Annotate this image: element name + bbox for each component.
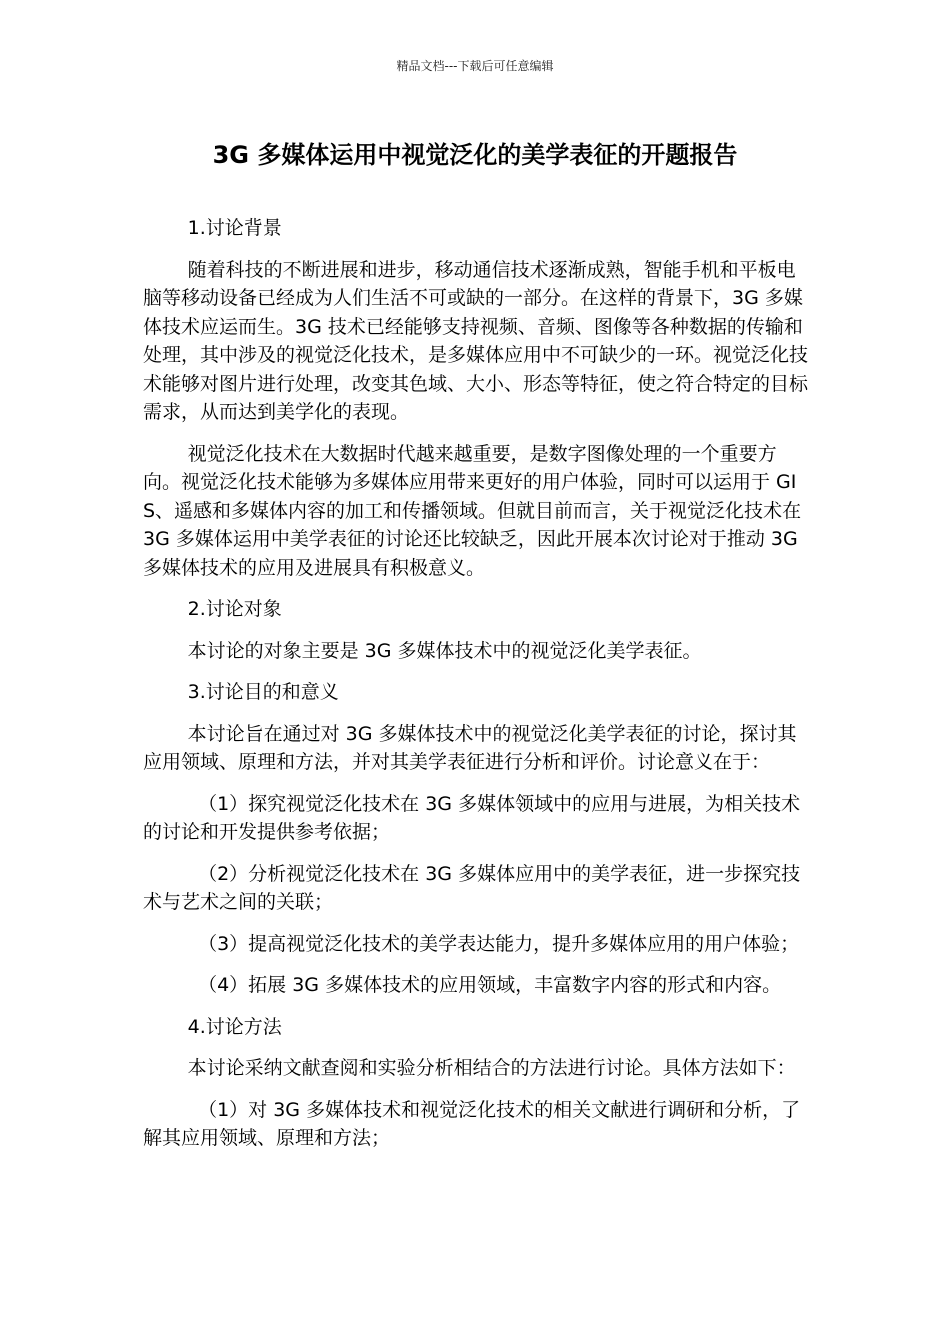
list-item-purpose-2: （2）分析视觉泛化技术在 3G 多媒体应用中的美学表征，进一步探究技术与艺术之间的关联； (143, 862, 801, 913)
list-item-purpose-1: （1）探究视觉泛化技术在 3G 多媒体领域中的应用与进展，为相关技术的讨论和开发提供参考依据； (143, 792, 801, 843)
paragraph-background-1: 随着科技的不断进展和进步，移动通信技术逐渐成熟，智能手机和平板电脑等移动设备已经成为人们生活不可或缺的一部分。在这样的背景下，3G 多媒体技术应运而生。3G 技术已经能够支持视频、音频、图像等各种数据的传输和处理，其中涉及的视觉泛化技术，是多媒体应用中不可缺少的一环。视觉泛化技术能够对图片进行处理，改变其色域、大小、形态等特征，使之符合特定的目标需求，从而达到美学化的表现。 (143, 258, 809, 423)
header-note: 精品文档---下载后可任意编辑 (396, 59, 554, 73)
list-item-purpose-4: （4）拓展 3G 多媒体技术的应用领域，丰富数字内容的形式和内容。 (198, 974, 782, 996)
section-heading-method: 4.讨论方法 (187, 1015, 282, 1038)
paragraph-background-2: 视觉泛化技术在大数据时代越来越重要，是数字图像处理的一个重要方向。视觉泛化技术能够为多媒体应用带来更好的用户体验，同时可以运用于 GIS、遥感和多媒体内容的加工和传播领域。但就目前而言，关于视觉泛化技术在 3G 多媒体运用中美学表征的讨论还比较缺乏，因此开展本次讨论对于推动 3G 多媒体技术的应用及进展具有积极意义。 (143, 442, 802, 579)
section-heading-background: 1.讨论背景 (187, 217, 282, 239)
document-title: 3G 多媒体运用中视觉泛化的美学表征的开题报告 (212, 141, 738, 169)
document-body (143, 214, 813, 1166)
list-item-method-1: （1）对 3G 多媒体技术和视觉泛化技术的相关文献进行调研和分析，了解其应用领域、原理和方法； (143, 1098, 801, 1149)
paragraph-method: 本讨论采纳文献查阅和实验分析相结合的方法进行讨论。具体方法如下： (187, 1057, 796, 1079)
paragraph-object: 本讨论的对象主要是 3G 多媒体技术中的视觉泛化美学表征。 (187, 639, 702, 662)
paragraph-purpose: 本讨论旨在通过对 3G 多媒体技术中的视觉泛化美学表征的讨论，探讨其应用领域、原理和方法，并对其美学表征进行分析和评价。讨论意义在于： (143, 722, 797, 773)
section-heading-object: 2.讨论对象 (187, 598, 282, 620)
list-item-purpose-3: （3）提高视觉泛化技术的美学表达能力，提升多媒体应用的用户体验； (198, 932, 800, 955)
section-heading-purpose: 3.讨论目的和意义 (187, 681, 339, 703)
